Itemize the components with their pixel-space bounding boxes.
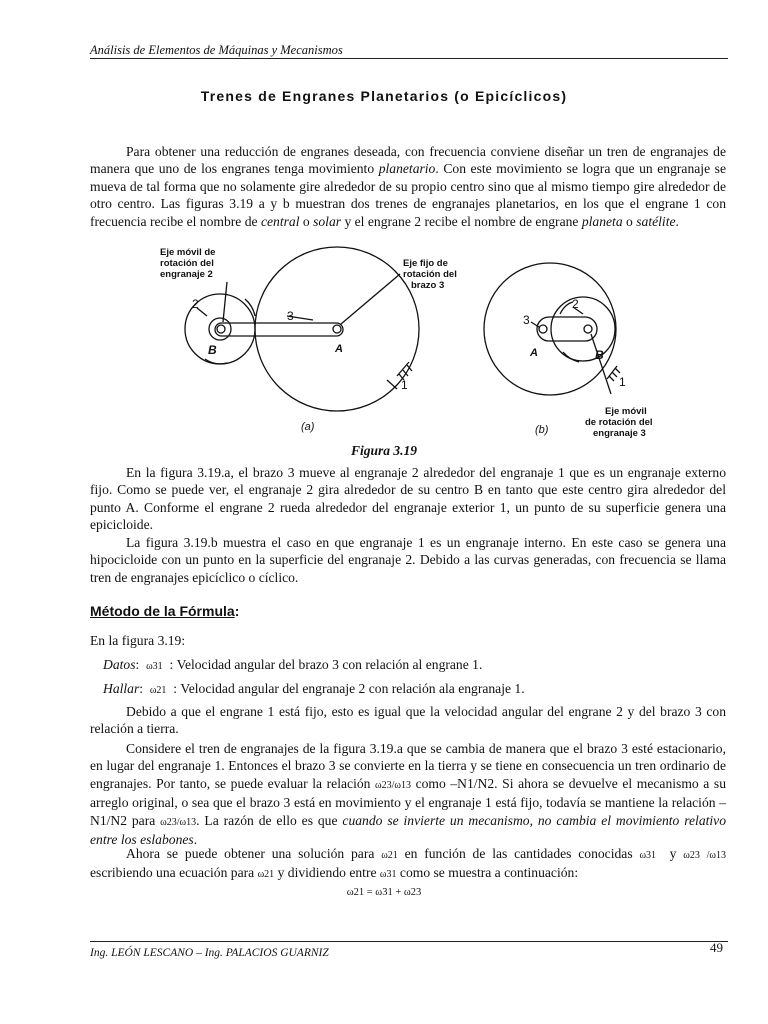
label-fijo-2: rotación del	[403, 269, 457, 280]
omega31-symbol-2: ω31	[379, 869, 397, 881]
datos-label: Datos	[103, 657, 136, 672]
paragraph-fig-a	[90, 464, 726, 534]
term-planeta: planeta	[581, 213, 623, 229]
page-number: 49	[710, 940, 723, 955]
term-satelite: satélite	[636, 213, 676, 229]
omega23-symbol: ω23	[683, 850, 700, 861]
method-p2-italic: cuando se invierte un mecanismo, no cambia el movimiento relativo entre los eslabones	[90, 812, 727, 848]
header-rule	[90, 58, 728, 59]
point-b-b: B	[595, 348, 604, 362]
number-1-b: 1	[619, 375, 626, 389]
term-planetario: planetario	[378, 161, 436, 177]
datos-line: Datos: ω31 : Velocidad angular del brazo 3 con relación al engrane 1.	[103, 657, 483, 672]
method-title	[90, 603, 239, 619]
conj-o-2: o	[626, 213, 633, 229]
point-a-b: A	[530, 347, 538, 359]
gear-1-b	[484, 263, 616, 395]
planetary-gear-figure	[160, 244, 735, 440]
method-p3-text-c: escribiendo una ecuación para	[90, 865, 255, 881]
ratio-symbol-1: ω23/ω13	[375, 779, 411, 791]
intro-period: .	[675, 213, 679, 229]
footer-rule	[90, 941, 728, 942]
equation: ω21 = ω31 + ω23	[346, 887, 422, 898]
method-title-text: Método de la Fórmula	[90, 603, 235, 619]
omega21-symbol-2: ω21	[257, 869, 275, 881]
omega31-symbol: ω31	[639, 850, 657, 861]
method-p2-end: .	[193, 832, 198, 848]
label-movil-a-2: rotación del	[160, 258, 214, 269]
number-2-a: 2	[192, 297, 199, 311]
leader-movil-b	[591, 334, 611, 394]
pivot-b-a	[217, 325, 225, 333]
conj-y: y	[669, 846, 677, 861]
hallar-text: : Velocidad angular del engranaje 2 con relación ala engranaje 1.	[173, 681, 525, 696]
term-central: central	[260, 213, 300, 229]
figure-b	[484, 263, 620, 395]
method-paragraph-1	[90, 703, 726, 738]
hallar-label: Hallar	[103, 681, 140, 696]
footer-authors: Ing. LEÓN LESCANO – Ing. PALACIOS GUARNIZ	[90, 947, 329, 959]
method-paragraph-3	[90, 845, 726, 884]
figure-a-labels	[160, 247, 457, 433]
rotation-arrow-a2	[245, 299, 255, 316]
method-paragraph-1-text: Debido a que el engrane 1 está fijo, esto es igual que la velocidad angular del engrane 2 y del brazo 3 con relación a tierra.	[90, 704, 726, 737]
hallar-line: Hallar: ω21 : Velocidad angular del engranaje 2 con relación ala engranaje 1.	[103, 681, 525, 696]
pivot-b-b	[584, 325, 592, 333]
intro-text-3: y el engrane 2 recibe el nombre de engrane	[344, 213, 579, 229]
pivot-a-b	[539, 325, 547, 333]
conj-o: o	[302, 213, 310, 229]
hallar-symbol: ω21	[149, 685, 167, 696]
method-intro: En la figura 3.19:	[90, 633, 186, 648]
arm-3-a	[215, 323, 343, 336]
leader-movil-a	[223, 282, 227, 322]
running-header: Análisis de Elementos de Máquinas y Mecanismos	[90, 43, 343, 57]
rotation-arrow-a	[205, 359, 227, 364]
point-a-a: A	[335, 343, 343, 355]
intro-paragraph	[90, 143, 726, 230]
label-movil-a-3: engranaje 2	[160, 269, 213, 280]
intro-text-1: Para obtener una reducción de engranes deseada, con frecuencia conviene diseñar un tren de engranajes de manera que uno de los engranes tenga movimiento	[90, 144, 726, 177]
method-p2-text-a: Considere el tren de engranajes de la figura 3.19.a que se cambia de manera que el brazo 3 esté estacionario, en lugar del engranaje 1. Entonces el brazo 3 se convierte en la tierra y se tiene en consecuencia un tren ordinario de engranajes. Por tanto, se puede evaluar la relación	[90, 741, 726, 791]
method-p3-text-a: Ahora se puede obtener una solución para	[126, 846, 375, 861]
omega21-symbol: ω21	[381, 850, 398, 861]
paragraph-fig-b-text: La figura 3.19.b muestra el caso en que engranaje 1 es un engranaje interno. En este caso se genera una hipocicloide con un punto en la superficie del engranaje 2. Debido a las curvas generadas, con frecuencia se llama tren de engranajes epicíclico o cíclico.	[90, 535, 726, 585]
term-solar: solar	[313, 213, 342, 229]
label-movil-a-1: Eje móvil de	[160, 247, 216, 258]
label-movil-b-1: Eje móvil	[605, 406, 647, 417]
figure-a	[185, 247, 419, 411]
paragraph-fig-b	[90, 534, 726, 586]
label-fijo-1: Eje fijo de	[403, 258, 448, 269]
number-2-b: 2	[572, 297, 579, 311]
method-title-colon: :	[234, 603, 240, 619]
label-movil-b-3: engranaje 3	[593, 428, 646, 439]
caption-b: (b)	[535, 424, 549, 436]
datos-symbol: ω31	[146, 661, 163, 672]
ratio-symbol-2: ω23/ω13	[160, 816, 197, 828]
paragraph-fig-a-text: En la figura 3.19.a, el brazo 3 mueve al engranaje 2 alrededor del engranaje 1 que es un engranaje externo fijo. Como se puede ver, el engranaje 2 gira alrededor de su centro B en tanto que este centro gira alrededor del punto A. Conforme el engrane 2 rueda alrededor del engranaje exterior 1, un punto de su superficie genera una epicicloide.	[90, 465, 726, 533]
point-b-a: B	[208, 343, 217, 357]
method-p3-text-e: como se muestra a continuación:	[399, 865, 579, 881]
datos-text: : Velocidad angular del brazo 3 con relación al engrane 1.	[169, 657, 483, 672]
section-title: Trenes de Engranes Planetarios (o Epicíclicos)	[200, 88, 568, 104]
method-paragraph-2	[90, 740, 726, 848]
number-3-b: 3	[523, 313, 530, 327]
method-p3-text-d: y dividiendo entre	[277, 865, 377, 881]
label-fijo-3: brazo 3	[411, 280, 445, 291]
pivot-a-a	[333, 325, 341, 333]
number-3-a: 3	[287, 309, 294, 323]
caption-a: (a)	[301, 421, 315, 433]
leader-fijo-a	[341, 274, 400, 324]
label-movil-b-2: de rotación del	[585, 417, 653, 428]
number-1-a: 1	[401, 378, 408, 392]
figure-caption: Figura 3.19	[350, 443, 418, 458]
intro-text-2: . Con este movimiento se logra que un engranaje se mueva de tal forma que no solamente gire alrededor de su propio centro sino que al mismo tiempo gire alrededor de otro centro. Las figuras 3.19 a y b muestran dos trenes de engranajes planetarios, en los que el engrane 1 con frecuencia recibe el nombre de	[90, 161, 726, 229]
method-p3-text-b: en función de las cantidades conocidas	[404, 846, 633, 861]
method-p2-text-b: como –N1/N2. Si ahora se devuelve el mecanismo a su arreglo original, o sea que el brazo 3 está en movimiento y el engranaje 1 está fijo, todavía se mantiene la relación –N1/N2 para	[90, 775, 726, 828]
omega13-symbol: /ω13	[706, 850, 727, 861]
leader-1-a	[387, 380, 397, 389]
method-p2-text-c: . La razón de ello es que	[196, 812, 338, 828]
ground-line-a	[397, 362, 409, 376]
gear-2-b	[551, 297, 615, 361]
